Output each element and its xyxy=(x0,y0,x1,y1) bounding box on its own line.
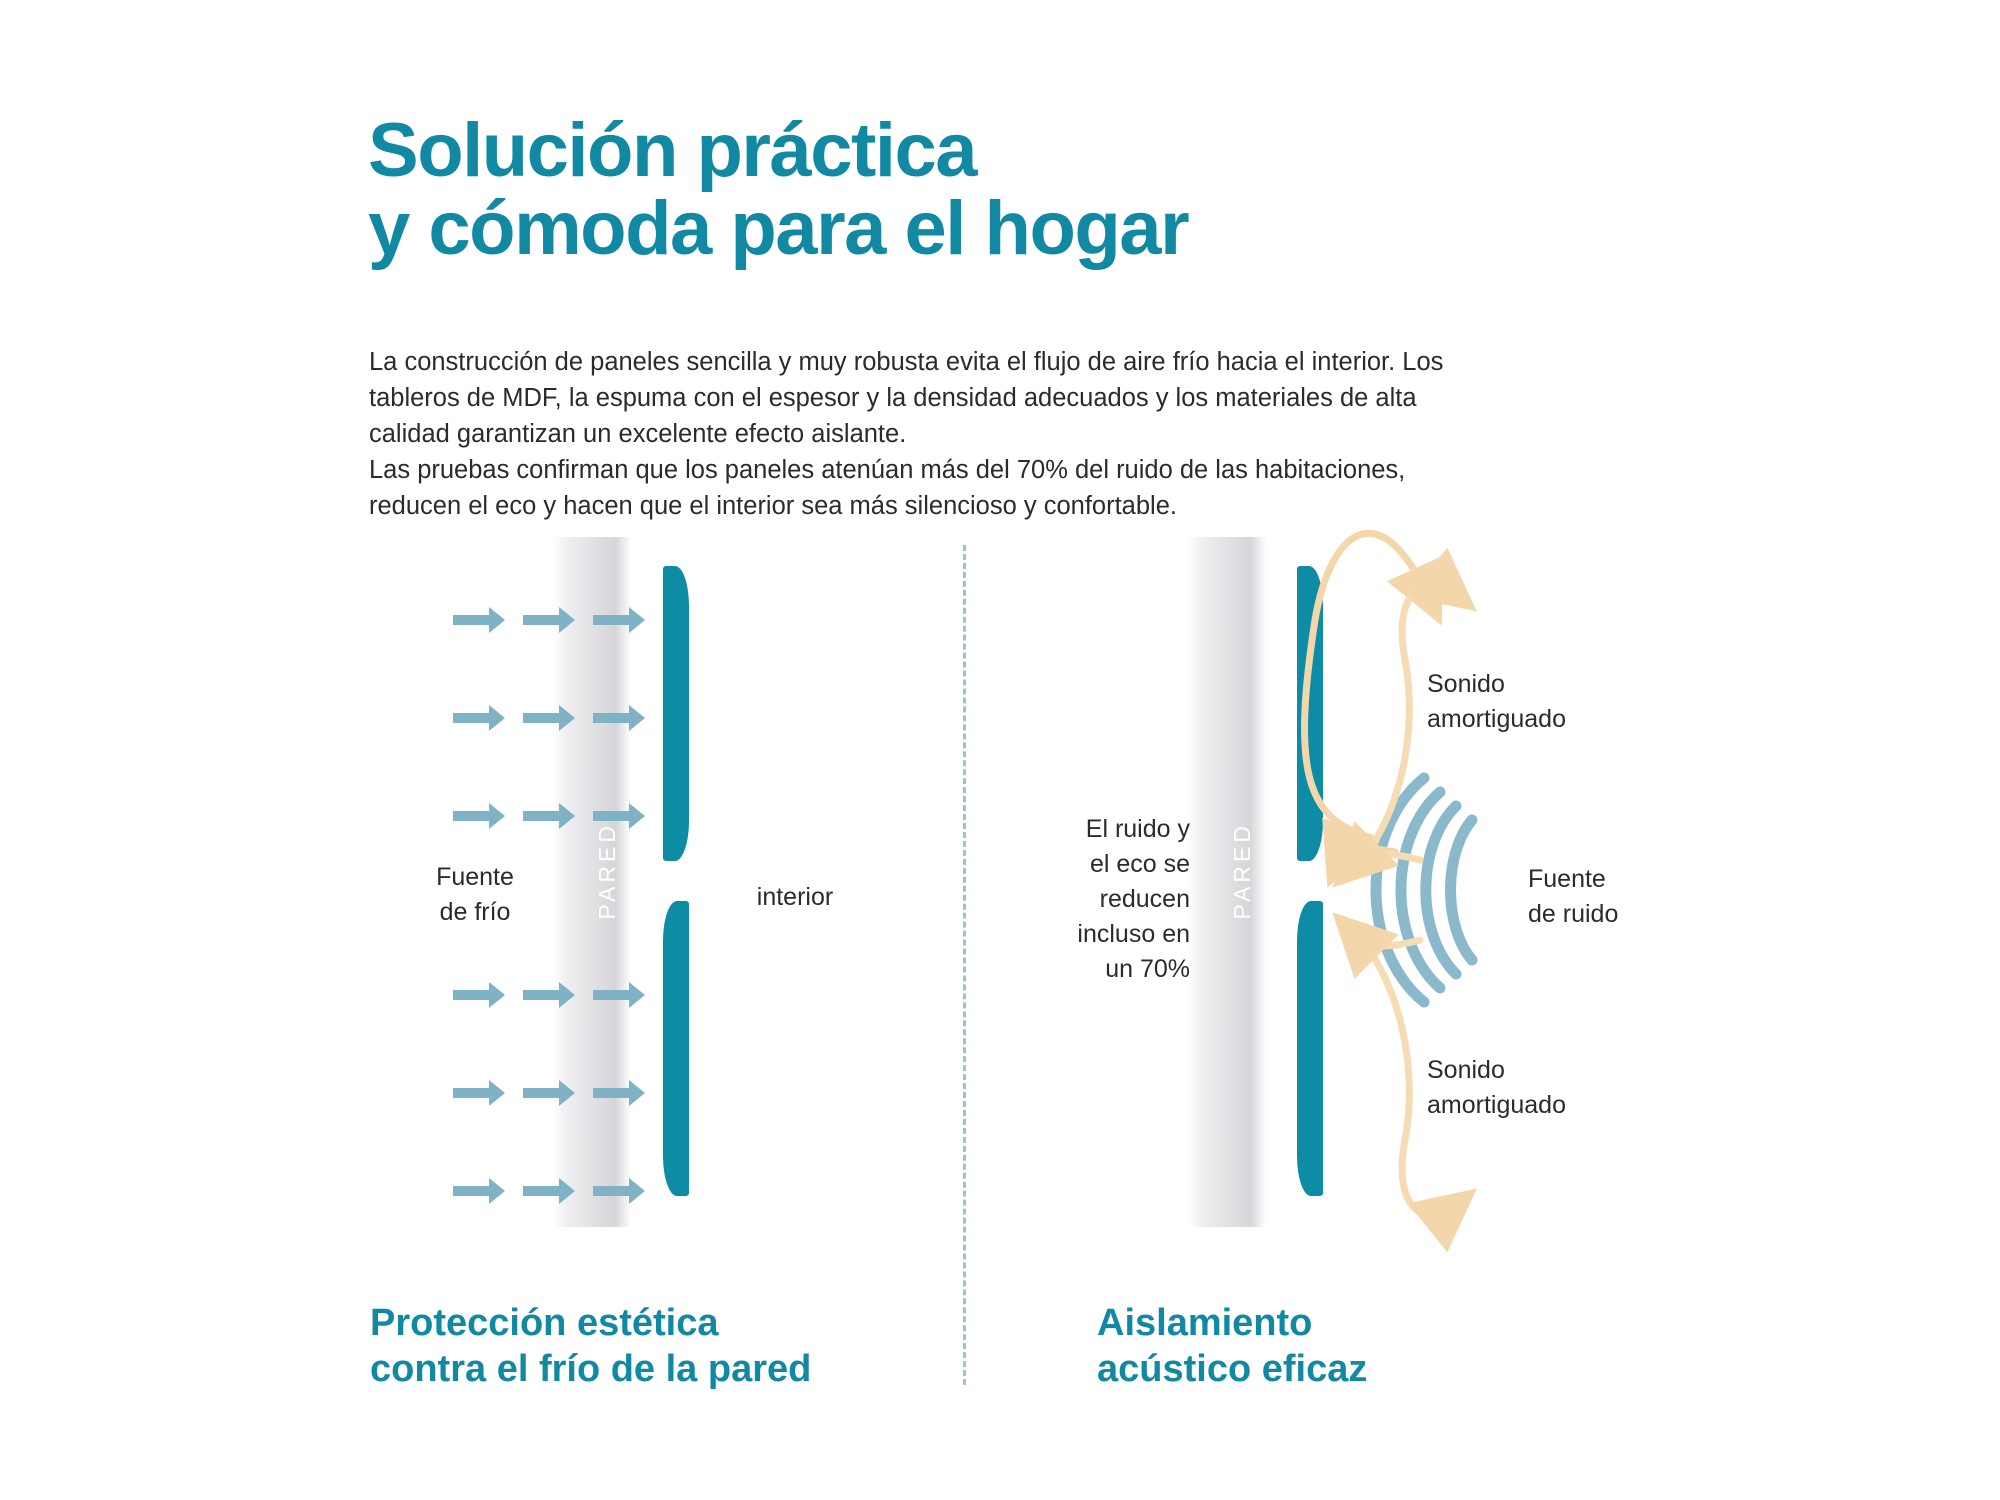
right-wall-label: PARED xyxy=(1229,822,1255,920)
cold-source-label xyxy=(400,860,550,930)
cold-arrow xyxy=(453,811,491,821)
page-title xyxy=(368,108,1568,271)
left-panel-top xyxy=(663,566,689,861)
cold-arrow xyxy=(593,1186,631,1196)
damped-sound-label-bottom xyxy=(1427,1053,1657,1123)
noise-source-line-1: Fuente xyxy=(1528,865,1606,893)
cold-arrow xyxy=(453,713,491,723)
cold-arrow xyxy=(453,615,491,625)
right-panel-top xyxy=(1297,566,1323,861)
cold-arrow xyxy=(523,811,561,821)
noise-source-label xyxy=(1528,862,1728,932)
cold-arrow xyxy=(523,713,561,723)
noise-reduction-label xyxy=(1020,812,1190,987)
cold-arrow xyxy=(593,1088,631,1098)
right-heading-line-1: Aislamiento xyxy=(1097,1302,1313,1344)
cold-arrow xyxy=(453,1088,491,1098)
left-heading-line-2: contra el frío de la pared xyxy=(370,1348,812,1391)
intro-paragraph-1: La construcción de paneles sencilla y muy robusta evita el flujo de aire frío hacia el interior. Los tableros de MDF, la espuma con el espesor y la densidad adecuados y los materiales de alta calidad garantizan un excelente efecto aislante. xyxy=(369,348,1444,449)
cold-arrow xyxy=(453,990,491,1000)
damped-sound-top-line-1: Sonido xyxy=(1427,670,1505,698)
interior-label: interior xyxy=(756,883,834,911)
page-title-line-2: y cómoda para el hogar xyxy=(368,185,1189,271)
noise-source-line-2: de ruido xyxy=(1528,900,1619,928)
cold-source-label-line-1: Fuente xyxy=(436,863,514,891)
cold-arrow xyxy=(523,615,561,625)
left-panel-bottom xyxy=(663,901,689,1196)
noise-reduction-line-5: un 70% xyxy=(1105,955,1190,983)
intro-paragraph-2: Las pruebas confirman que los paneles atenúan más del 70% del ruido de las habitaciones, reducen el eco y hacen que el interior sea más silencioso y confortable. xyxy=(369,456,1406,521)
left-wall-label: PARED xyxy=(594,822,620,920)
damped-sound-top-line-2: amortiguado xyxy=(1427,705,1566,733)
cold-source-label-line-2: de frío xyxy=(439,898,511,926)
noise-reduction-line-3: reducen xyxy=(1099,885,1190,913)
noise-reduction-line-1: El ruido y xyxy=(1085,815,1190,843)
cold-arrow xyxy=(593,713,631,723)
damped-sound-label-top xyxy=(1427,667,1657,737)
cold-arrow xyxy=(453,1186,491,1196)
noise-reduction-line-4: incluso en xyxy=(1077,920,1190,948)
page-left-margin xyxy=(0,0,305,1500)
cold-arrow xyxy=(593,990,631,1000)
right-panel-bottom xyxy=(1297,901,1323,1196)
left-heading-line-1: Protección estética xyxy=(370,1302,719,1344)
page-title-line-1: Solución práctica xyxy=(368,108,976,193)
cold-arrow xyxy=(523,1088,561,1098)
cold-arrow xyxy=(593,615,631,625)
cold-arrow xyxy=(593,811,631,821)
noise-reduction-line-2: el eco se xyxy=(1089,850,1190,878)
cold-arrow xyxy=(523,1186,561,1196)
section-divider xyxy=(963,545,966,1385)
cold-arrow xyxy=(523,990,561,1000)
left-section-heading xyxy=(370,1300,811,1393)
damped-sound-bottom-line-1: Sonido xyxy=(1427,1056,1505,1084)
right-section-heading xyxy=(1097,1300,1367,1393)
right-heading-line-2: acústico eficaz xyxy=(1097,1348,1368,1391)
damped-sound-bottom-line-2: amortiguado xyxy=(1427,1091,1566,1119)
